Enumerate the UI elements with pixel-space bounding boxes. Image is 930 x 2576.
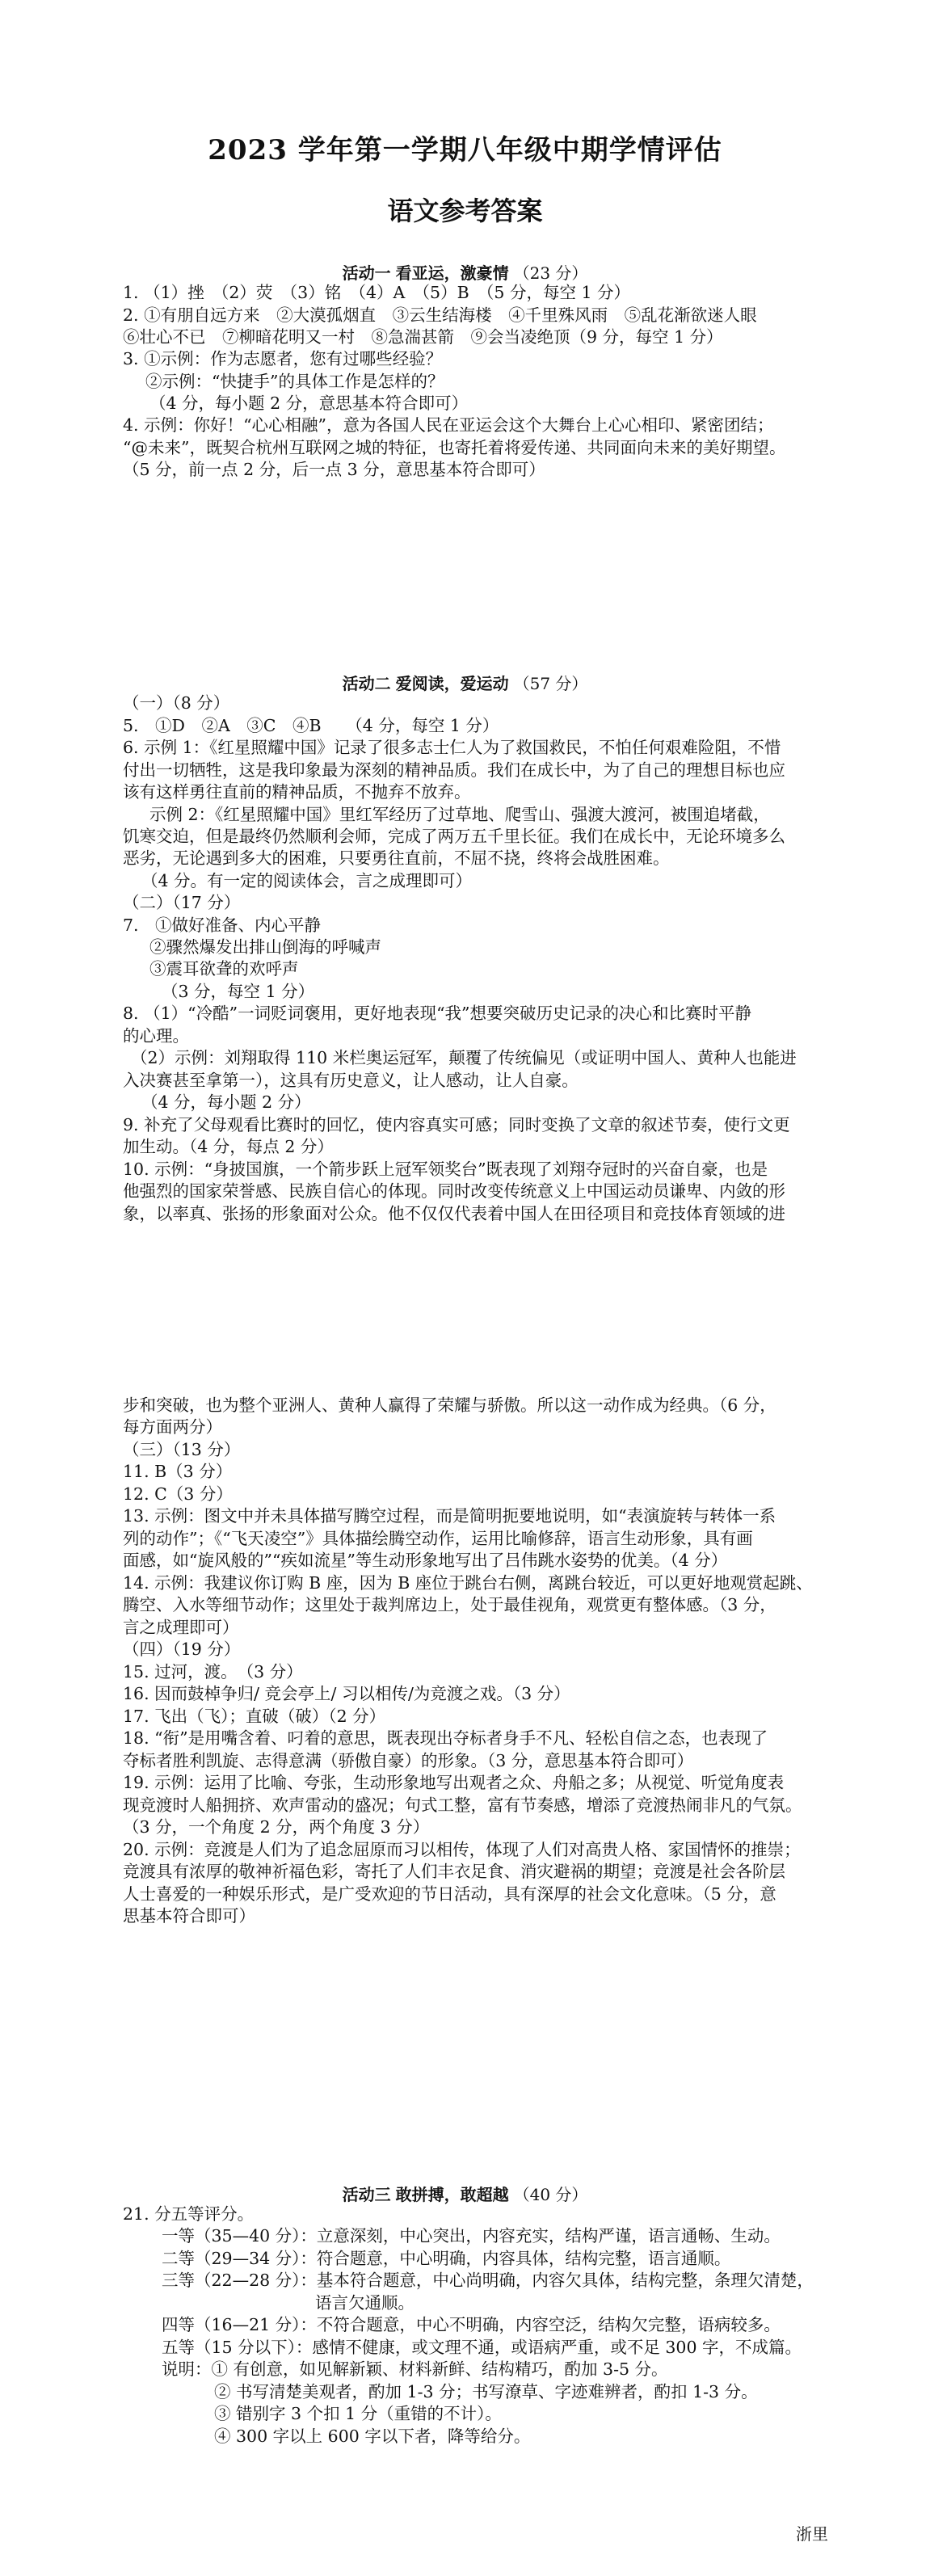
document-subtitle: 语文参考答案 xyxy=(387,196,543,226)
answer-line: 17. 飞出（飞）；直破（破）（2 分） xyxy=(123,1707,386,1726)
answer-line: 每方面两分） xyxy=(123,1417,222,1437)
answer-line: 8. （1）“冷酷”一词贬词褒用，更好地表现“我”想要突破历史记录的决心和比赛时平静 xyxy=(123,1004,752,1023)
answer-line: 语言欠通顺。 xyxy=(315,2293,415,2313)
answer-line: 步和突破，也为整个亚洲人、黄种人赢得了荣耀与骄傲。所以这一动作成为经典。（6 分， xyxy=(123,1395,776,1415)
answer-line: “@未来”，既契合杭州互联网之城的特征，也寄托着将爱传递、共同面向未来的美好期望。 xyxy=(123,438,786,457)
answer-line: 11. B（3 分） xyxy=(123,1462,233,1481)
answer-line: 饥寒交迫，但是最终仍然顺利会师，完成了两万五千里长征。我们在成长中，无论环境多么 xyxy=(123,827,785,846)
answer-line: 三等（22—28 分）：基本符合题意，中心尚明确，内容欠具体，结构完整，条理欠清楚， xyxy=(162,2271,814,2290)
answer-line: 2. ①有朋自远方来 ②大漠孤烟直 ③云生结海楼 ④千里殊风雨 ⑤乱花渐欲迷人眼 xyxy=(123,305,757,325)
answer-line: 付出一切牺牲，这是我印象最为深刻的精神品质。我们在成长中，为了自己的理想目标也应 xyxy=(123,760,785,780)
answer-line: 4. 示例：你好！“心心相融”，意为各国人民在亚运会这个大舞台上心心相印、紧密团结； xyxy=(123,415,774,435)
answer-line: ④ 300 字以上 600 字以下者，降等给分。 xyxy=(214,2427,531,2446)
answer-line: 16. 因而鼓棹争归/ 竞会亭上/ 习以相传/为竞渡之戏。（3 分） xyxy=(123,1684,570,1703)
answer-line: 3. ①示例：作为志愿者，您有过哪些经验？ xyxy=(123,349,443,368)
answer-line: 示例 2：《红星照耀中国》里红军经历了过草地、爬雪山、强渡大渡河，被围追堵截， xyxy=(149,805,770,824)
answer-line: 20. 示例：竞渡是人们为了追念屈原而习以相传，体现了人们对高贵人格、家国情怀的推崇； xyxy=(123,1840,801,1859)
answer-line: 10. 示例：“身披国旗，一个箭步跃上冠军领奖台”既表现了刘翔夺冠时的兴奋自豪，也是 xyxy=(123,1160,768,1179)
answer-line: 12. C（3 分） xyxy=(123,1484,233,1504)
answer-line: 言之成理即可） xyxy=(123,1618,239,1637)
document-title: 2023 学年第一学期八年级中期学情评估 xyxy=(208,134,722,166)
answer-line: （2）示例：刘翔取得 110 米栏奥运冠军，颠覆了传统偏见（或证明中国人、黄种人也能进 xyxy=(131,1048,797,1067)
answer-line: 6. 示例 1：《红星照耀中国》记录了很多志士仁人为了救国救民，不怕任何艰难险阻，不惜 xyxy=(123,738,781,757)
answer-line: （4 分。有一定的阅读体会，言之成理即可） xyxy=(141,871,473,890)
answer-line: （3 分，每空 1 分） xyxy=(162,982,315,1001)
answer-line: 列的动作”；《“飞天凌空”》具体描绘腾空动作，运用比喻修辞，语言生动形象，具有画 xyxy=(123,1529,753,1548)
answer-line: 恶劣，无论遇到多大的困难，只要勇往直前，不屈不挠，终将会战胜困难。 xyxy=(123,848,670,868)
answer-line: （4 分，每小题 2 分，意思基本符合即可） xyxy=(149,394,469,413)
answer-line: 1. （1）挫 （2）荧 （3）铭 （4）A （5）B （5 分，每空 1 分） xyxy=(123,283,631,302)
answer-line: 夺标者胜利凯旋、志得意满（骄傲自豪）的形象。（3 分，意思基本符合即可） xyxy=(123,1751,694,1770)
answer-line: 人士喜爱的一种娱乐形式，是广受欢迎的节日活动，具有深厚的社会文化意味。（5 分，意 xyxy=(123,1884,776,1904)
answer-line: ⑥壮心不已 ⑦柳暗花明又一村 ⑧急湍甚箭 ⑨会当凌绝顶（9 分，每空 1 分） xyxy=(123,327,723,347)
answer-line: 竞渡具有浓厚的敬神祈福色彩，寄托了人们丰衣足食、消灾避祸的期望；竞渡是社会各阶层 xyxy=(123,1862,785,1881)
answer-line: 19. 示例：运用了比喻、夸张，生动形象地写出观者之众、舟船之多；从视觉、听觉角度表 xyxy=(123,1773,785,1792)
answer-line: 思基本符合即可） xyxy=(123,1906,255,1926)
answer-line: 9. 补充了父母观看比赛时的回忆，使内容真实可感；同时变换了文章的叙述节奏，使行文更 xyxy=(123,1115,790,1134)
answer-line: （一）（8 分） xyxy=(123,693,230,713)
answer-line: 21. 分五等评分。 xyxy=(123,2204,255,2224)
answer-line: 15. 过河，渡。 （3 分） xyxy=(123,1662,303,1682)
answer-line: 18. “衔”是用嘴含着、叼着的意思，既表现出夺标者身手不凡、轻松自信之态，也表现了 xyxy=(123,1728,768,1748)
section-heading-1: 活动一 看亚运，激豪情 （23 分） xyxy=(342,263,588,283)
answer-line: 腾空、入水等细节动作；这里处于裁判席边上，处于最佳视角，观赏更有整体感。（3 分， xyxy=(123,1595,776,1614)
answer-line: ②示例：“快捷手”的具体工作是怎样的？ xyxy=(145,372,444,391)
answer-line: 14. 示例：我建议你订购 B 座，因为 B 座位于跳台右侧，离跳台较近，可以更好地观赏起跳、 xyxy=(123,1573,813,1593)
answer-line: 他强烈的国家荣誉感、民族自信心的体现。同时改变传统意义上中国运动员谦卑、内敛的形 xyxy=(123,1181,785,1201)
answer-line: 四等（16—21 分）：不符合题意，中心不明确，内容空泛，结构欠完整，语病较多。 xyxy=(162,2315,781,2334)
footer-mark: 浙里 xyxy=(796,2524,828,2544)
section-heading-3: 活动三 敢拼搏，敢超越 （40 分） xyxy=(342,2185,588,2204)
answer-line: 13. 示例：图文中并未具体描写腾空过程，而是简明扼要地说明，如“表演旋转与转体一系 xyxy=(123,1506,776,1526)
answer-line: （3 分，一个角度 2 分，两个角度 3 分） xyxy=(123,1817,430,1837)
answer-line: ② 书写清楚美观者，酌加 1-3 分；书写潦草、字迹难辨者，酌扣 1-3 分。 xyxy=(214,2382,758,2401)
answer-line: （5 分，前一点 2 分，后一点 3 分，意思基本符合即可） xyxy=(123,460,545,479)
answer-line: （4 分，每小题 2 分） xyxy=(141,1092,311,1112)
answer-line: （三）（13 分） xyxy=(123,1440,241,1459)
answer-line: ③ 错别字 3 个扣 1 分（重错的不计）。 xyxy=(214,2404,502,2423)
answer-line: 入决赛甚至拿第一），这具有历史意义，让人感动，让人自豪。 xyxy=(123,1071,579,1090)
answer-line: 的心理。 xyxy=(123,1026,189,1046)
answer-line: 面感，如“旋风般的”“疾如流星”等生动形象地写出了吕伟跳水姿势的优美。（4 分） xyxy=(123,1551,728,1570)
answer-line: 一等（35—40 分）：立意深刻，中心突出，内容充实，结构严谨，语言通畅、生动。 xyxy=(162,2226,781,2246)
answer-line: 该有这样勇往直前的精神品质，不抛弃不放弃。 xyxy=(123,782,471,802)
section-heading-2: 活动二 爱阅读，爱运动 （57 分） xyxy=(342,674,588,693)
answer-line: 二等（29—34 分）：符合题意，中心明确，内容具体，结构完整，语言通顺。 xyxy=(162,2249,731,2268)
answer-line: （四）（19 分） xyxy=(123,1639,241,1659)
answer-line: （二）（17 分） xyxy=(123,893,241,912)
answer-line: 现竞渡时人船拥挤、欢声雷动的盛况；句式工整，富有节奏感，增添了竞渡热闹非凡的气氛。 xyxy=(123,1795,802,1815)
answer-line: 7. ①做好准备、内心平静 xyxy=(123,915,322,935)
answer-line: 五等（15 分以下）：感情不健康，或文理不通，或语病严重，或不足 300 字，不成篇。 xyxy=(162,2338,802,2357)
answer-line: 5. ①D ②A ③C ④B （4 分，每空 1 分） xyxy=(123,716,499,735)
answer-line: 说明：① 有创意，如见解新颖、材料新鲜、结构精巧，酌加 3-5 分。 xyxy=(162,2359,668,2379)
answer-line: ③震耳欲聋的欢呼声 xyxy=(149,959,299,979)
answer-line: 象，以率真、张扬的形象面对公众。他不仅仅代表着中国人在田径项目和竞技体育领域的进 xyxy=(123,1204,785,1223)
answer-line: 加生动。（4 分，每点 2 分） xyxy=(123,1137,334,1156)
answer-line: ②骤然爆发出排山倒海的呼喊声 xyxy=(149,937,381,957)
